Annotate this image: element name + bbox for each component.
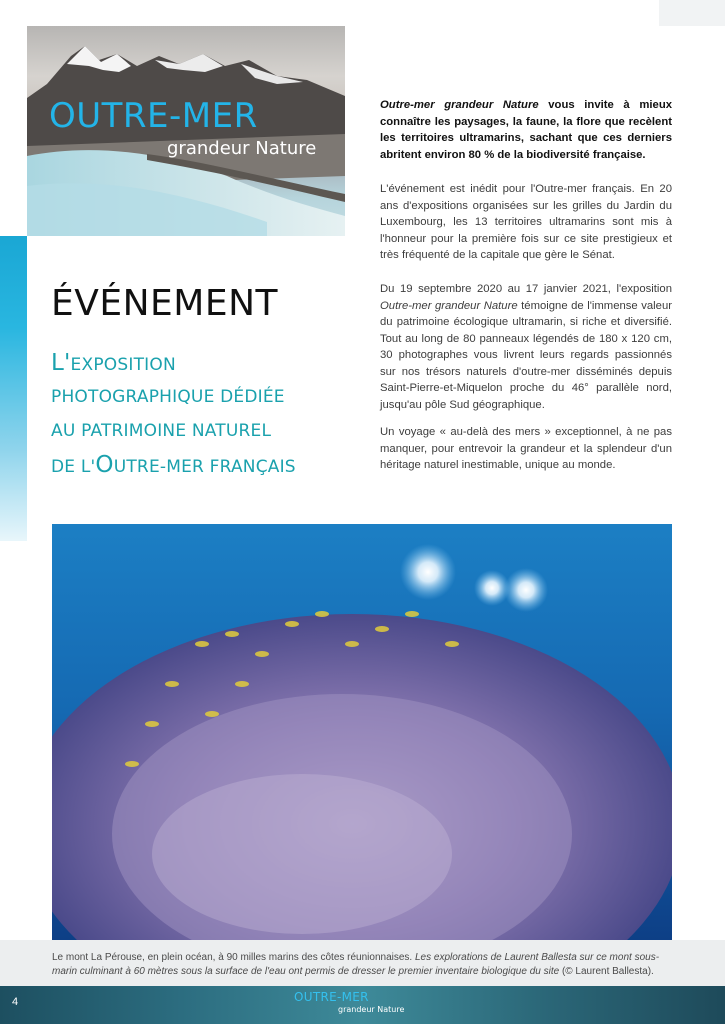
hero-title: OUTRE-MER bbox=[49, 96, 258, 136]
side-accent-bar bbox=[0, 236, 27, 541]
hero-subtitle: grandeur Nature bbox=[167, 138, 317, 159]
paragraph2-text-after: témoigne de l'immense valeur du patrimoine écologique ultramarin, si riche et diversifié. Tout au long de 80 panneaux légendés de 180 x 120 cm, 30 photographes vous livrent leurs regards passionnés sur nos trésors naturels d'outre-mer disséminés depuis Saint-Pierre-et-Miquelon proche du 46° parallèle nord, jusqu'au pôle Sud géographique. bbox=[380, 299, 672, 411]
subtitle-text: UTRE-MER FRANÇAIS bbox=[113, 457, 296, 477]
subtitle-line-2 bbox=[51, 380, 351, 414]
footer-logo bbox=[294, 990, 404, 1014]
coral-reef-photo bbox=[52, 524, 672, 940]
page-number: 4 bbox=[12, 996, 19, 1008]
photo-caption bbox=[52, 951, 672, 978]
intro-italic-title: Outre-mer grandeur Nature bbox=[380, 99, 539, 111]
intro-text: vous invite à mieux connaître les paysages, la faune, la flore que recèlent les territoires ultramarins, sachant que ces derniers abritent environ 80 % de la biodiversité française. bbox=[380, 99, 672, 161]
caption-description: Les explorations de Laurent Ballesta sur ce mont sous-marin culminant à 60 mètres sous la surface de l'eau ont permis de dresser le premier inventaire biologique du site bbox=[52, 952, 660, 977]
section-heading: ÉVÉNEMENT bbox=[51, 283, 279, 324]
paragraph2-text-before: Du 19 septembre 2020 au 17 janvier 2021, l'exposition bbox=[380, 283, 672, 295]
subtitle-cap: O bbox=[95, 452, 114, 478]
paragraph2-italic-title: Outre-mer grandeur Nature bbox=[380, 299, 518, 312]
subtitle-line-3 bbox=[51, 414, 351, 448]
subtitle-line-4 bbox=[51, 448, 351, 482]
body-paragraph-2 bbox=[380, 281, 672, 413]
footer-logo-title: OUTRE-MER bbox=[294, 990, 369, 1004]
subtitle-text: EXPOSITION bbox=[70, 355, 176, 375]
body-paragraph-3: Un voyage « au-delà des mers » exceptionnel, à ne pas manquer, pour entrevoir la grandeur et la splendeur d'un héritage naturel inestimable, unique au monde. bbox=[380, 426, 672, 471]
subtitle-text: AU PATRIMOINE NATUREL bbox=[51, 421, 272, 441]
subtitle-text: DE L' bbox=[51, 457, 96, 477]
intro-paragraph bbox=[380, 97, 672, 163]
page-footer bbox=[0, 986, 725, 1024]
body-paragraph-1: L'événement est inédit pour l'Outre-mer français. En 20 ans d'expositions organisées sur les grilles du Jardin du Luxembourg, les 13 territoires ultramarins sont mis à l'honneur pour la première fois sur ce site prestigieux et très fréquenté de la capitale que gère le Sénat. bbox=[380, 183, 672, 261]
footer-logo-subtitle: grandeur Nature bbox=[338, 1005, 405, 1014]
corner-tab bbox=[659, 0, 725, 26]
coral-reef-illustration bbox=[52, 524, 672, 940]
hero-banner-image bbox=[27, 26, 345, 236]
section-subtitle bbox=[51, 346, 351, 482]
subtitle-text: PHOTOGRAPHIQUE DÉDIÉE bbox=[51, 387, 285, 407]
subtitle-line-1 bbox=[51, 346, 351, 380]
caption-credit: (© Laurent Ballesta). bbox=[559, 965, 654, 977]
subtitle-cap: L' bbox=[51, 350, 71, 376]
caption-location: Le mont La Pérouse, en plein océan, à 90 milles marins des côtes réunionnaises. bbox=[52, 952, 415, 963]
